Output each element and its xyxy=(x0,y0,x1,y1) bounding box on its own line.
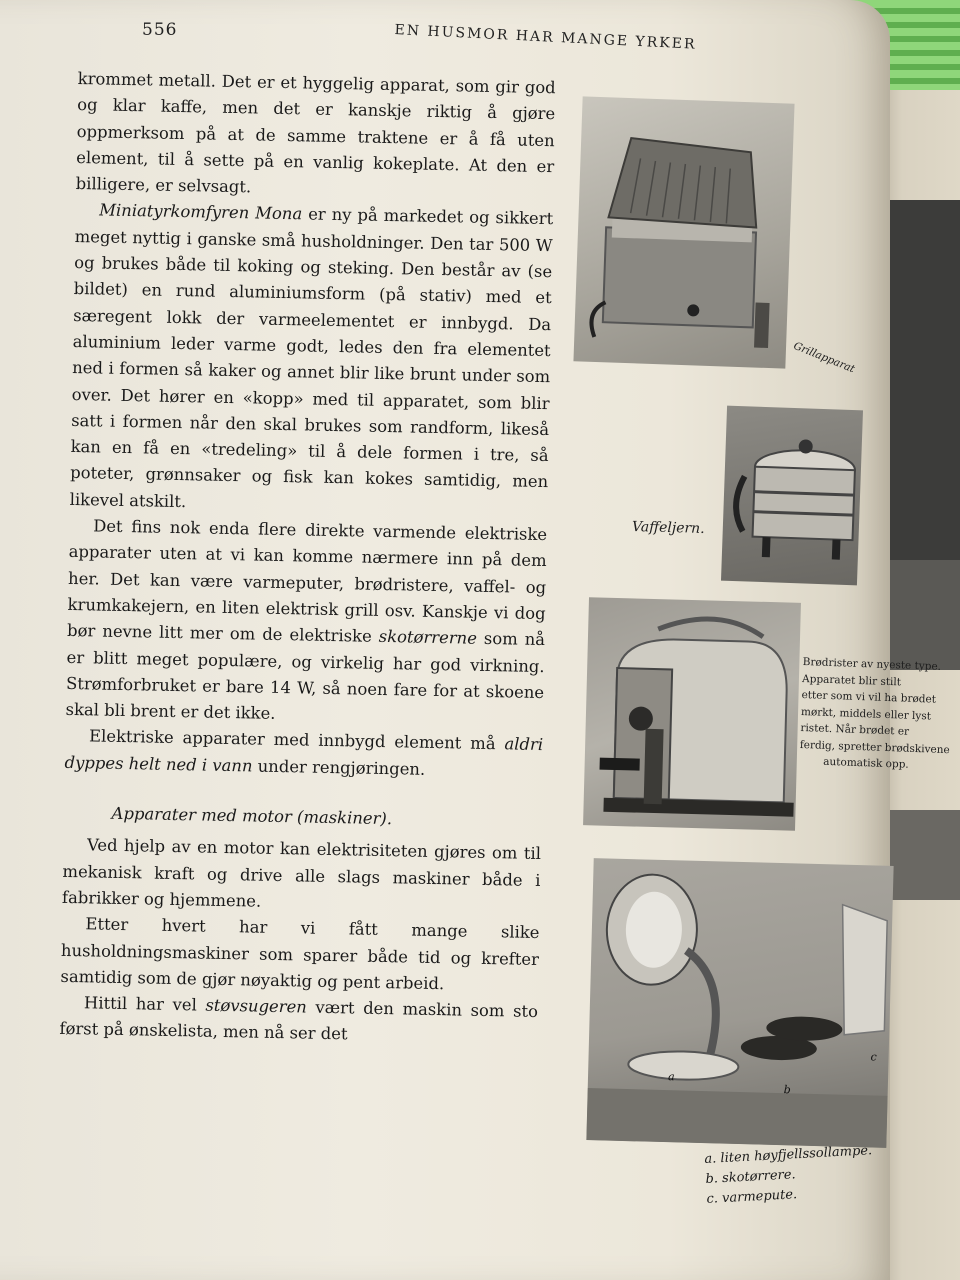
grill-illustration xyxy=(573,96,794,368)
paragraph: Det fins nok enda flere direkte varmende elektriske apparater uten at vi kan komme nærmere inn på dem her. Det kan være varmeputer, brødristere, vaffel- og krumkakejern, en liten elektrisk grill osv. Kanskje vi dog bør nevne litt mer om de elektriske skotørrerne som nå er blitt meget populære, og virkelig har god virkning. Strømforbruket er bare 14 W, så noen fare for at skoene skal bli brent er det ikke. xyxy=(65,516,548,724)
sunlamp-shoedryer-heatingpad-photo xyxy=(586,858,893,1148)
legend-item: a. liten høyfjellssollampe. xyxy=(704,1143,873,1167)
figure-legend xyxy=(704,1141,875,1210)
toaster-photo xyxy=(583,597,801,830)
legend-item: c. varmepute. xyxy=(706,1187,798,1207)
toaster-caption-line: Brødrister av nyeste type. xyxy=(802,655,942,673)
warning-paragraph: Elektriske apparater med innbygd element må aldri dyppes helt ned i vann under rengjøringen. xyxy=(64,726,544,779)
waffle-iron-illustration xyxy=(721,406,863,586)
toaster-caption-line: mørkt, middels eller lyst xyxy=(800,705,932,722)
grill-photo xyxy=(573,96,794,368)
legend-item: b. skotørrere. xyxy=(705,1167,797,1187)
toaster-caption-line: ferdig, spretter brødskivene xyxy=(799,738,950,756)
appliances-illustration xyxy=(586,858,893,1148)
body-text xyxy=(59,66,556,1052)
waffle-iron-photo xyxy=(721,406,863,586)
section-heading: Apparater med motor (maskiner). xyxy=(111,803,393,829)
toaster-caption xyxy=(799,654,953,775)
toaster-caption-line: Apparatet blir stilt xyxy=(801,672,902,688)
next-page-photo xyxy=(880,560,960,670)
waffle-iron-caption: Vaffeljern. xyxy=(631,519,705,537)
next-page-photo xyxy=(880,200,960,560)
toaster-caption-line: automatisk opp. xyxy=(823,755,909,771)
running-head: EN HUSMOR HAR MANGE YRKER xyxy=(394,22,697,53)
grill-caption: Grillapparat xyxy=(791,339,857,376)
figure-label-a: a xyxy=(667,1070,675,1084)
paragraph: Miniatyrkomfyren Mona er ny på markedet og sikkert meget nyttig i ganske små husholdninger. Den tar 500 W og brukes både til koking og steking. Den består av (se bildet) en rund aluminiumsform (på stativ) med et særegent lokk der varmeelementet er innbygd. Da aluminium leder varme godt, ledes den fra elementet ned i formen så kaker og annet blir like brunt under som over. Det hører en «kopp» med til apparatet, som blir satt i formen når den skal brukes som randform, likeså kan en få en «tredeling» til å dele formen i tre, så poteter, grønnsaker og fisk kan kokes samtidig, men likevel atskilt. xyxy=(69,200,554,511)
paragraph: krommet metall. Det er et hyggelig apparat, som gir god og klar kaffe, men det er kanskje riktig å gjøre oppmerksom på at de samme traktene er å få uten element, til å sette på en vanlig kokeplate. At den er billigere, er selvsagt. xyxy=(75,68,556,197)
figure-label-c: c xyxy=(870,1050,877,1064)
paragraph: Etter hvert har vi fått mange slike husholdningsmaskiner som sparer både tid og krefter samtidig som de gjør nøyaktig og pent arbeid. xyxy=(60,914,540,993)
toaster-caption-line: etter som vi vil ha brødet xyxy=(801,688,937,706)
toaster-illustration xyxy=(583,597,801,830)
page-number: 556 xyxy=(142,20,178,40)
paragraph: Ved hjelp av en motor kan elektrisiteten gjøres om til mekanisk kraft og drive alle slags maskiner både i fabrikker og hjemmene. xyxy=(61,835,542,911)
figure-label-b: b xyxy=(783,1083,791,1097)
paragraph: Hittil har vel støvsugeren vært den maskin som sto først på ønskelista, men nå ser det xyxy=(59,993,539,1044)
toaster-caption-line: ristet. Når brødet er xyxy=(800,721,910,738)
